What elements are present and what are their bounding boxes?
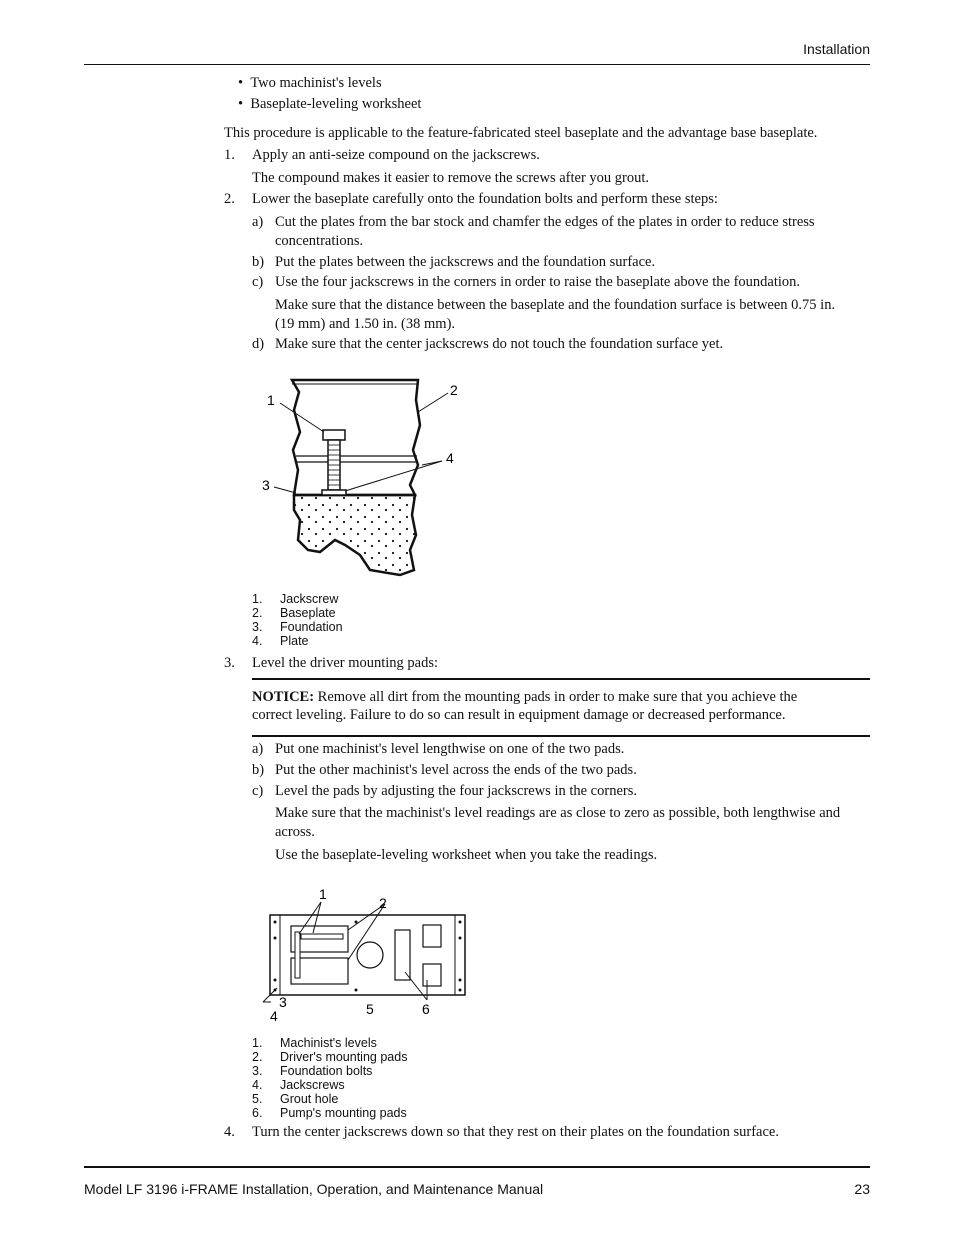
substep-a: a) Cut the plates from the bar stock and chamfer the edges of the plates in order to reduce stress [252, 214, 815, 230]
step-1: 1. Apply an anti-seize compound on the jackscrews. [224, 147, 540, 163]
plate [322, 490, 346, 495]
header-rule [84, 64, 870, 65]
step-3: 3. Level the driver mounting pads: [224, 655, 439, 671]
footer-rule [84, 1166, 870, 1168]
machinist-level [301, 934, 343, 939]
figure2-legend [252, 1036, 407, 1120]
step3-substep-c-note-cont: across. [275, 824, 315, 840]
legend-item: 6. Pump's mounting pads [252, 1106, 407, 1120]
legend-item: 1. Machinist's levels [252, 1036, 377, 1050]
page-number: 23 [854, 1181, 870, 1197]
pump-pad [395, 930, 410, 980]
substep-a-cont: concentrations. [275, 233, 364, 249]
substep-b: b) Put the plates between the jackscrews and the foundation surface. [252, 254, 656, 270]
substep-c: c) Use the four jackscrews in the corners in order to raise the baseplate above the foundation. [252, 274, 801, 290]
callout-1: 1 [267, 392, 275, 408]
notice-box: NOTICE: Remove all dirt from the mounting pads in order to make sure that you achieve the correct leveling. Failure to do so can result in equipment damage or decreased performance. [252, 688, 862, 724]
legend-item: 4. Plate [252, 634, 309, 648]
callout-3: 3 [279, 994, 287, 1010]
baseplate-top-view-diagram [255, 880, 475, 1025]
notice-label: NOTICE: [252, 689, 315, 705]
jackscrew-head [323, 430, 345, 440]
machinist-level [295, 932, 300, 978]
step-2: 2. Lower the baseplate carefully onto the foundation bolts and perform these steps: [224, 191, 718, 207]
pump-pad [423, 964, 441, 986]
step-4: 4. Turn the center jackscrews down so that they rest on their plates on the foundation surface. [224, 1124, 779, 1140]
legend-item: 5. Grout hole [252, 1092, 339, 1106]
bullet-item: • Two machinist's levels [238, 75, 382, 91]
figure1-legend [252, 592, 343, 648]
legend-item: 1. Jackscrew [252, 592, 339, 606]
substep-c-note-cont: (19 mm) and 1.50 in. (38 mm). [275, 316, 456, 332]
footer-title: Model LF 3196 i-FRAME Installation, Operation, and Maintenance Manual [84, 1181, 544, 1197]
callout-5: 5 [366, 1001, 374, 1017]
grout-hole [357, 942, 383, 968]
notice-bottom-rule [252, 735, 870, 737]
foundation-section [294, 495, 416, 575]
callout-4: 4 [446, 450, 454, 466]
step3-substep-c-note2: Use the baseplate-leveling worksheet when you take the readings. [275, 847, 658, 863]
callout-1: 1 [319, 886, 327, 902]
step3-substep-c-note: Make sure that the machinist's level readings are as close to zero as possible, both lengthwise and [275, 805, 841, 821]
step3-substep-a: a) Put one machinist's level lengthwise on one of the two pads. [252, 741, 625, 757]
callout-2: 2 [379, 895, 387, 911]
notice-top-rule [252, 678, 870, 680]
legend-item: 3. Foundation [252, 620, 343, 634]
callout-3: 3 [262, 477, 270, 493]
intro-paragraph: This procedure is applicable to the feature-fabricated steel baseplate and the advantage base baseplate. [224, 125, 818, 141]
bullet-text: Two machinist's levels [250, 75, 382, 91]
legend-item: 3. Foundation bolts [252, 1064, 373, 1078]
callout-2: 2 [450, 382, 458, 398]
running-header: Installation [803, 41, 870, 57]
pump-pad [423, 925, 441, 947]
step3-substep-b: b) Put the other machinist's level across the ends of the two pads. [252, 762, 637, 778]
substep-c-note: Make sure that the distance between the baseplate and the foundation surface is between 0.75 in. [275, 297, 836, 313]
baseplate-section [292, 380, 420, 495]
callout-6: 6 [422, 1001, 430, 1017]
legend-item: 4. Jackscrews [252, 1078, 345, 1092]
bullet-item: • Baseplate-leveling worksheet [238, 96, 422, 112]
step3-substep-c: c) Level the pads by adjusting the four jackscrews in the corners. [252, 783, 637, 799]
step-1-note: The compound makes it easier to remove the screws after you grout. [252, 170, 650, 186]
legend-item: 2. Baseplate [252, 606, 336, 620]
callout-4: 4 [270, 1008, 278, 1024]
bullet-text: Baseplate-leveling worksheet [250, 96, 422, 112]
substep-d: d) Make sure that the center jackscrews do not touch the foundation surface yet. [252, 336, 724, 352]
jackscrew-diagram [250, 370, 480, 585]
legend-item: 2. Driver's mounting pads [252, 1050, 408, 1064]
notice-text-cont: correct leveling. Failure to do so can result in equipment damage or decreased performance. [252, 707, 786, 723]
